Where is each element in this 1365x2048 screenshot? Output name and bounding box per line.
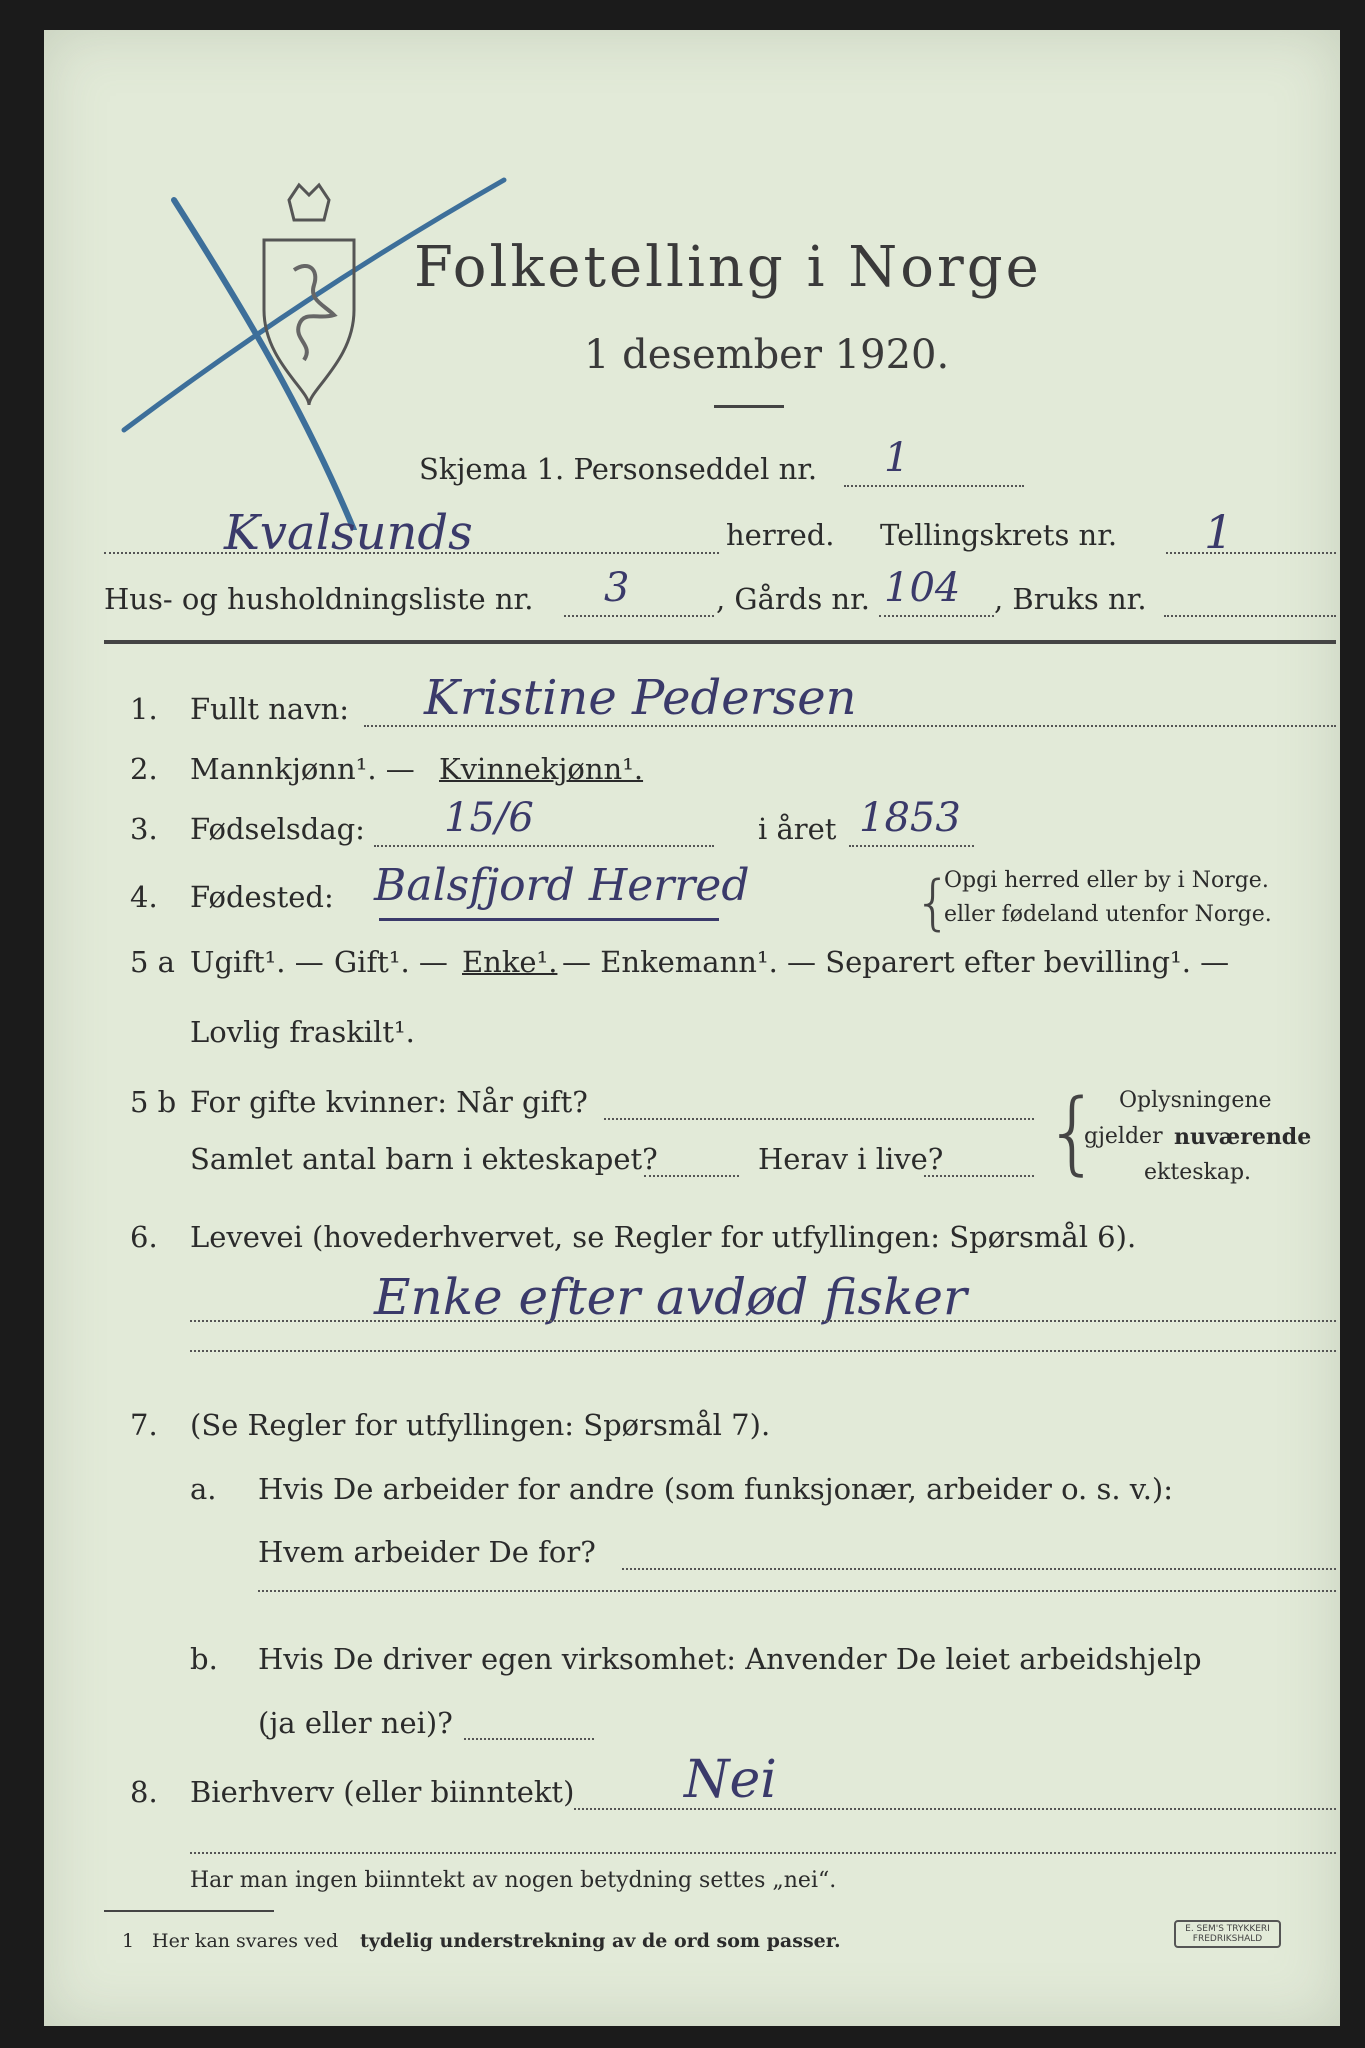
herred-label: herred. bbox=[726, 518, 835, 552]
norwegian-coat-of-arms-icon bbox=[254, 180, 364, 410]
naar-gift-label: For gifte kvinner: Når gift? bbox=[190, 1085, 588, 1119]
birth-year-value[interactable]: 1853 bbox=[859, 795, 961, 841]
q7a-text-2: Hvem arbeider De for? bbox=[258, 1535, 596, 1569]
marriage-note-3: ekteskap. bbox=[1144, 1160, 1252, 1185]
occupation-value[interactable]: Enke efter avdød fisker bbox=[374, 1268, 967, 1326]
skjema-label: Skjema 1. Personseddel nr. bbox=[419, 452, 818, 486]
q8-note: Har man ingen biinntekt av nogen betydning settes „nei“. bbox=[190, 1868, 837, 1893]
birthday-line bbox=[374, 845, 714, 847]
marital-other-options[interactable]: — Enkemann¹. — Separert efter bevilling¹. — bbox=[562, 945, 1230, 979]
bruks-label: , Bruks nr. bbox=[994, 582, 1147, 616]
gaards-line bbox=[879, 615, 994, 617]
birthplace-note-1: Opgi herred eller by i Norge. bbox=[944, 868, 1269, 893]
header-divider bbox=[104, 640, 1336, 644]
herav-i-live-line bbox=[924, 1175, 1034, 1177]
footnote-bold: tydelig understrekning av de ord som passer. bbox=[360, 1930, 841, 1952]
enke-option[interactable]: Enke¹. bbox=[462, 945, 558, 979]
bierhverv-value[interactable]: Nei bbox=[684, 1750, 777, 1810]
birthplace-note-2: eller fødeland utenfor Norge. bbox=[944, 902, 1272, 927]
q4-number: 4. bbox=[130, 880, 158, 914]
barn-label: Samlet antal barn i ekteskapet? bbox=[190, 1142, 658, 1176]
marriage-note-2b: nuværende bbox=[1174, 1124, 1312, 1150]
q6-number: 6. bbox=[130, 1220, 158, 1254]
q7b-letter: b. bbox=[190, 1642, 218, 1676]
herred-value[interactable]: Kvalsunds bbox=[224, 505, 473, 561]
occupation-line-2 bbox=[190, 1350, 1336, 1352]
printer-stamp-line-1: E. SEM'S TRYKKERI bbox=[1185, 1924, 1270, 1934]
marriage-note-1: Oplysningene bbox=[1119, 1088, 1272, 1113]
q1-label: Fullt navn: bbox=[190, 692, 350, 726]
q3-number: 3. bbox=[130, 812, 158, 846]
q8-label: Bierhverv (eller biinntekt) bbox=[190, 1775, 575, 1809]
title-divider bbox=[714, 405, 784, 408]
q7-number: 7. bbox=[130, 1408, 158, 1442]
footnote-mark: 1 bbox=[122, 1930, 135, 1952]
year-line bbox=[849, 845, 974, 847]
q7a-letter: a. bbox=[190, 1472, 217, 1506]
hus-label: Hus- og husholdningsliste nr. bbox=[104, 582, 534, 616]
marriage-note-brace: { bbox=[1044, 1080, 1102, 1185]
marriage-note-2a: gjelder bbox=[1084, 1124, 1163, 1149]
gaards-label: , Gårds nr. bbox=[716, 582, 870, 616]
birthday-value[interactable]: 15/6 bbox=[444, 795, 534, 841]
occupation-line-1 bbox=[190, 1320, 1336, 1322]
herred-line bbox=[104, 552, 719, 554]
ugift-option[interactable]: Ugift¹. — bbox=[190, 945, 324, 979]
bierhverv-line-2 bbox=[190, 1852, 1336, 1854]
q6-label: Levevei (hovederhvervet, se Regler for utfyllingen: Spørsmål 6). bbox=[190, 1220, 1137, 1254]
q7-label: (Se Regler for utfyllingen: Spørsmål 7). bbox=[190, 1408, 771, 1442]
gaards-value[interactable]: 104 bbox=[884, 565, 961, 611]
full-name-value[interactable]: Kristine Pedersen bbox=[424, 670, 857, 726]
q2-number: 2. bbox=[130, 752, 158, 786]
q7a-text: Hvis De arbeider for andre (som funksjonær, arbeider o. s. v.): bbox=[258, 1472, 1174, 1506]
printer-stamp-line-2: FREDRIKSHALD bbox=[1192, 1934, 1263, 1944]
barn-line bbox=[644, 1175, 739, 1177]
lovlig-fraskilt-option[interactable]: Lovlig fraskilt¹. bbox=[190, 1015, 415, 1049]
mannkjonn-option[interactable]: Mannkjønn¹. — bbox=[190, 752, 415, 786]
bruks-line bbox=[1164, 615, 1336, 617]
birthplace-note-brace: { bbox=[914, 868, 953, 938]
q7b-text-2: (ja eller nei)? bbox=[258, 1706, 453, 1740]
tellingskrets-line bbox=[1166, 552, 1336, 554]
hus-value[interactable]: 3 bbox=[604, 565, 630, 611]
q7b-text: Hvis De driver egen virksomhet: Anvender De leiet arbeidshjelp bbox=[258, 1642, 1202, 1676]
gift-option[interactable]: Gift¹. — bbox=[334, 945, 448, 979]
q3-label: Fødselsdag: bbox=[190, 812, 365, 846]
footnote-text: Her kan svares ved bbox=[152, 1930, 339, 1952]
herav-i-live-label: Herav i live? bbox=[758, 1142, 944, 1176]
q4-label: Fødested: bbox=[190, 880, 334, 914]
q8-number: 8. bbox=[130, 1775, 158, 1809]
birthplace-value[interactable]: Balsfjord Herred bbox=[374, 860, 750, 911]
naar-gift-line bbox=[604, 1118, 1034, 1120]
printer-stamp bbox=[1174, 1920, 1281, 1948]
footnote-divider bbox=[104, 1910, 274, 1912]
tellingskrets-label: Tellingskrets nr. bbox=[880, 518, 1118, 552]
ja-nei-line bbox=[464, 1738, 594, 1740]
census-date: 1 desember 1920. bbox=[584, 332, 950, 378]
q5b-number: 5 b bbox=[130, 1085, 177, 1119]
q1-number: 1. bbox=[130, 692, 158, 726]
kvinnekjonn-option[interactable]: Kvinnekjønn¹. bbox=[439, 752, 644, 786]
employer-line-1 bbox=[622, 1568, 1336, 1570]
birthplace-underline bbox=[379, 918, 719, 921]
census-form bbox=[44, 30, 1340, 2026]
form-title: Folketelling i Norge bbox=[414, 235, 1042, 300]
hus-line bbox=[564, 615, 714, 617]
personseddel-value[interactable]: 1 bbox=[884, 435, 910, 481]
q5a-number: 5 a bbox=[130, 945, 175, 979]
tellingskrets-value[interactable]: 1 bbox=[1204, 505, 1234, 559]
skjema-line bbox=[844, 485, 1024, 487]
employer-line-2 bbox=[258, 1590, 1336, 1592]
year-label: i året bbox=[758, 812, 837, 846]
